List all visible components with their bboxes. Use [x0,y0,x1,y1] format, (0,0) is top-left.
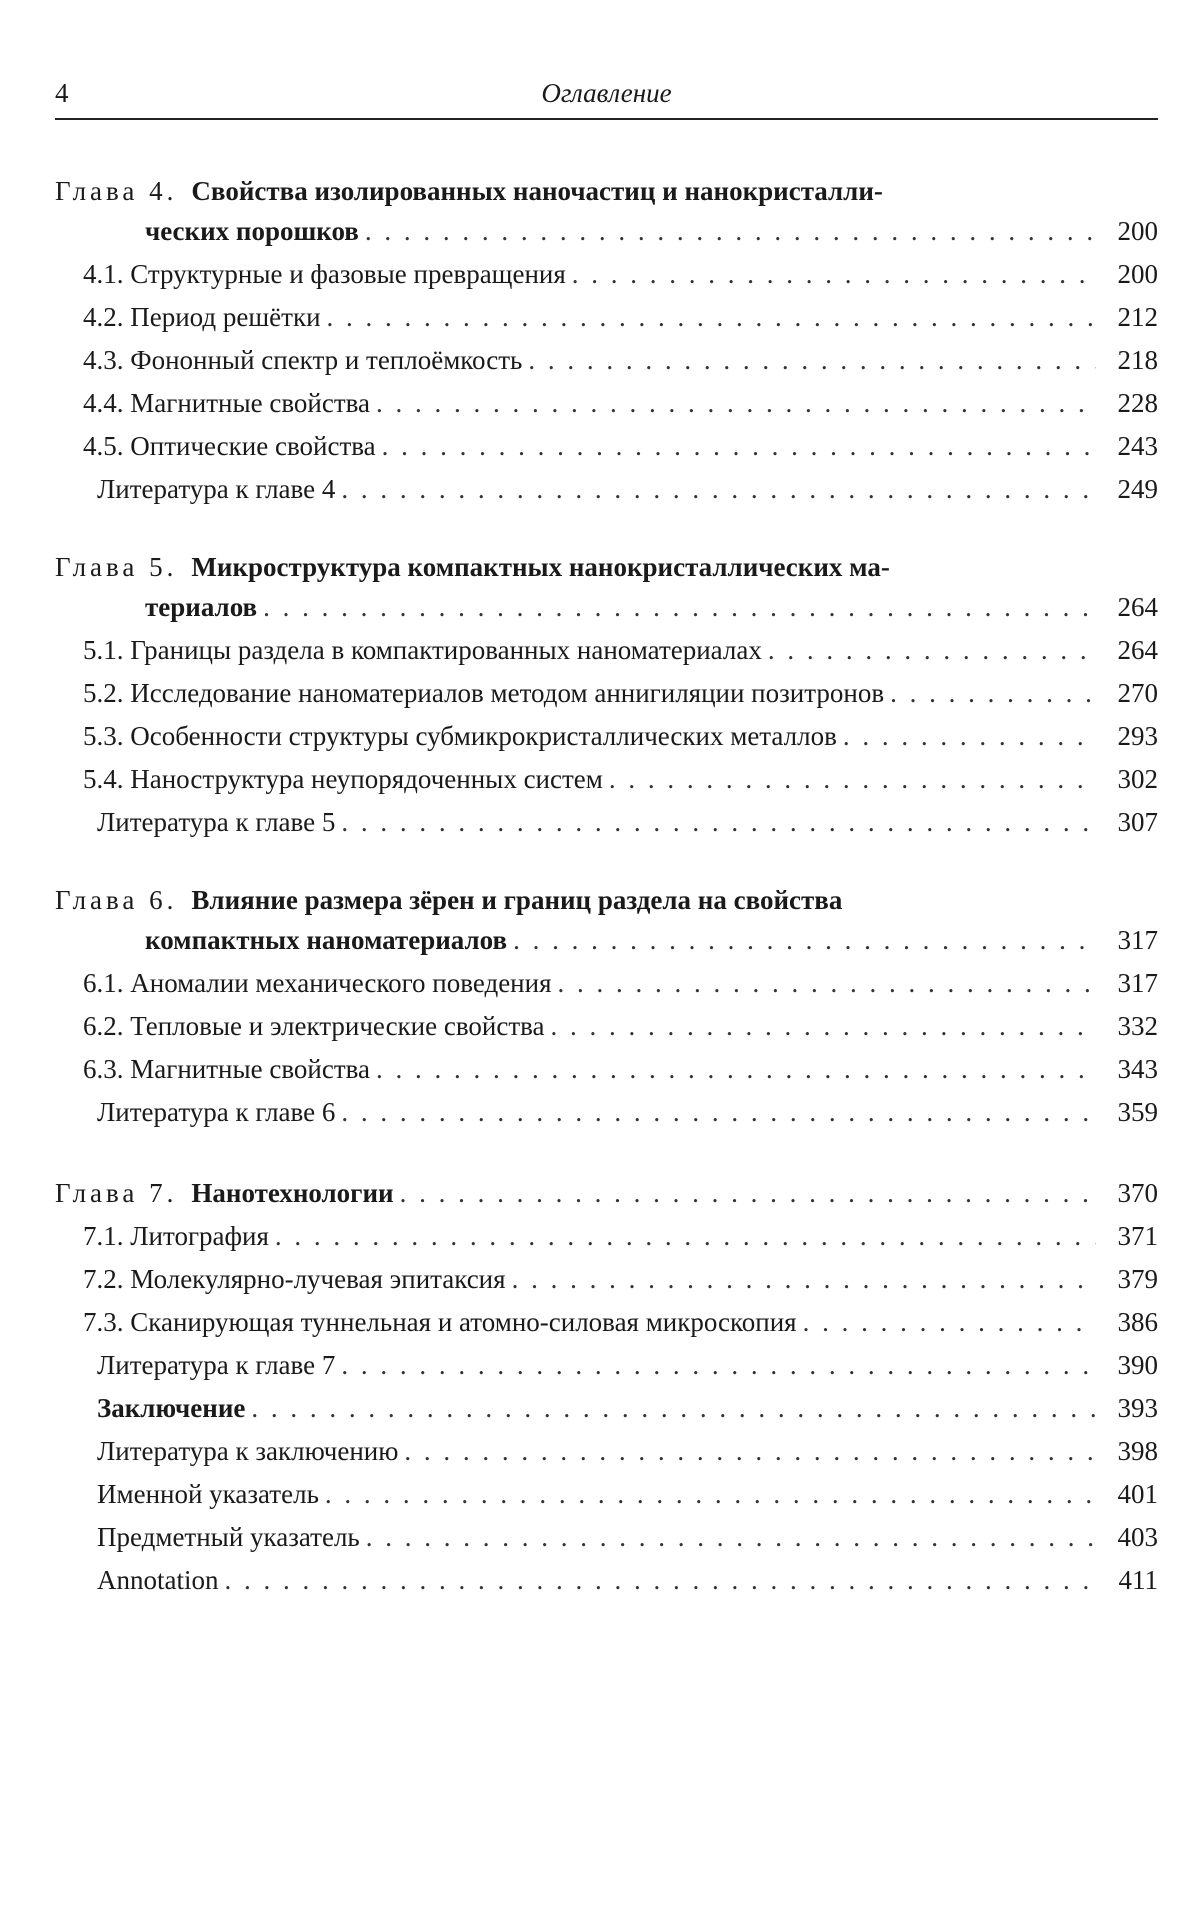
leader-dots [513,919,1096,962]
leader-dots [366,1516,1096,1559]
page-ref: 200 [1117,259,1158,289]
leader-dots [404,1430,1096,1473]
chapter-title-cont: компактных наноматериалов [145,925,508,955]
leader-dots [768,629,1096,672]
toc-entry[interactable] [55,1048,1158,1091]
leader-dots [609,758,1096,801]
leader-dots [341,1344,1096,1387]
toc-entry-literature[interactable] [55,468,1158,511]
page-ref: 393 [1117,1393,1158,1423]
toc-entry[interactable] [55,1215,1158,1258]
page-ref: 200 [1117,216,1158,246]
leader-dots [275,1215,1096,1258]
leader-dots [890,672,1096,715]
page-ref: 403 [1117,1522,1158,1552]
section-title: 7.1. Литография [83,1221,269,1251]
leader-dots [843,715,1096,758]
leader-dots [251,1387,1096,1430]
back-matter-title: Литература к заключению [97,1436,399,1466]
toc-entry[interactable] [55,1005,1158,1048]
toc-entry[interactable] [55,629,1158,672]
page-ref: 398 [1117,1436,1158,1466]
section-title: 4.2. Период решётки [83,302,321,332]
toc-entry-conclusion-literature[interactable] [55,1430,1158,1473]
page-ref: 379 [1117,1264,1158,1294]
chapter-heading[interactable] [55,1172,1158,1215]
toc-entry[interactable] [55,1301,1158,1344]
chapter-title: Нанотехнологии [191,1178,394,1208]
toc-entry[interactable] [55,253,1158,296]
page-ref: 264 [1117,635,1158,665]
chapter-heading-continuation[interactable] [55,210,1158,253]
page-ref: 411 [1118,1565,1158,1595]
toc-entry-literature[interactable] [55,1344,1158,1387]
page-ref: 390 [1117,1350,1158,1380]
chapter-heading[interactable] [55,882,1158,919]
page-ref: 302 [1117,764,1158,794]
leader-dots [803,1301,1096,1344]
running-head [55,78,1158,120]
page-ref: 343 [1117,1054,1158,1084]
toc-entry[interactable] [55,425,1158,468]
leader-dots [376,382,1096,425]
page-ref: 270 [1117,678,1158,708]
chapter-heading[interactable] [55,549,1158,586]
toc-entry[interactable] [55,1258,1158,1301]
page-ref: 317 [1117,968,1158,998]
back-matter-title: Заключение [97,1393,246,1423]
page-heading: Оглавление [541,78,672,108]
chapter-heading[interactable] [55,173,1158,210]
chapter-label: Глава 7. [55,1178,178,1208]
section-title: 4.5. Оптические свойства [83,431,376,461]
toc-entry[interactable] [55,339,1158,382]
leader-dots [551,1005,1096,1048]
section-title: 5.3. Особенности структуры субмикрокристаллических металлов [83,721,837,751]
literature-title: Литература к главе 6 [97,1097,336,1127]
leader-dots [341,468,1096,511]
toc-entry[interactable] [55,715,1158,758]
toc-entry-subject-index[interactable] [55,1516,1158,1559]
back-matter-title: Предметный указатель [97,1522,360,1552]
leader-dots [263,586,1096,629]
leader-dots [400,1172,1096,1215]
chapter-label: Глава 6. [55,885,178,915]
leader-dots [225,1559,1097,1602]
page-ref: 359 [1117,1097,1158,1127]
section-title: 5.1. Границы раздела в компактированных наноматериалах [83,635,762,665]
chapter-5 [55,549,1158,844]
page-ref: 243 [1117,431,1158,461]
section-title: 4.4. Магнитные свойства [83,388,370,418]
chapter-6 [55,882,1158,1134]
toc-entry-annotation[interactable] [55,1559,1158,1602]
toc-entry-conclusion[interactable] [55,1387,1158,1430]
page-ref: 401 [1117,1479,1158,1509]
page-ref: 212 [1117,302,1158,332]
page-number: 4 [55,78,69,108]
page-ref: 317 [1117,925,1158,955]
chapter-heading-continuation[interactable] [55,586,1158,629]
toc-entry[interactable] [55,758,1158,801]
leader-dots [325,1473,1096,1516]
section-title: 4.1. Структурные и фазовые превращения [83,259,566,289]
leader-dots [376,1048,1096,1091]
page-ref: 371 [1117,1221,1158,1251]
section-title: 5.4. Наноструктура неупорядоченных систем [83,764,603,794]
section-title: 6.3. Магнитные свойства [83,1054,370,1084]
leader-dots [341,801,1096,844]
chapter-title: Свойства изолированных наночастиц и нанокристалли- [191,176,883,206]
chapter-heading-continuation[interactable] [55,919,1158,962]
literature-title: Литература к главе 4 [97,474,336,504]
toc-entry[interactable] [55,962,1158,1005]
literature-title: Литература к главе 5 [97,807,336,837]
leader-dots [512,1258,1096,1301]
leader-dots [327,296,1096,339]
back-matter-title: Annotation [97,1565,219,1595]
page-ref: 332 [1117,1011,1158,1041]
section-title: 6.2. Тепловые и электрические свойства [83,1011,545,1041]
page-ref: 264 [1117,592,1158,622]
toc-entry[interactable] [55,672,1158,715]
toc-entry[interactable] [55,382,1158,425]
page-ref: 228 [1117,388,1158,418]
section-title: 5.2. Исследование наноматериалов методом аннигиляции позитронов [83,678,885,708]
page-ref: 218 [1117,345,1158,375]
page-ref: 293 [1117,721,1158,751]
literature-title: Литература к главе 7 [97,1350,336,1380]
chapter-title: Микроструктура компактных нанокристаллических ма- [191,552,890,582]
chapter-label: Глава 4. [55,176,178,206]
chapter-heading-text [55,1172,394,1215]
page-ref: 307 [1117,807,1158,837]
chapter-label: Глава 5. [55,552,178,582]
section-title: 7.2. Молекулярно-лучевая эпитаксия [83,1264,506,1294]
page-ref: 249 [1117,474,1158,504]
toc-entry[interactable] [55,296,1158,339]
back-matter-title: Именной указатель [97,1479,319,1509]
table-of-contents [55,173,1158,1640]
leader-dots [572,253,1096,296]
leader-dots [382,425,1096,468]
chapter-title-cont: ческих порошков [145,216,359,246]
leader-dots [528,339,1096,382]
chapter-title: Влияние размера зёрен и границ раздела на свойства [191,885,843,915]
toc-entry-literature[interactable] [55,801,1158,844]
leader-dots [365,210,1096,253]
chapter-7 [55,1172,1158,1602]
section-title: 4.3. Фононный спектр и теплоёмкость [83,345,523,375]
page-ref: 370 [1117,1178,1158,1208]
section-title: 6.1. Аномалии механического поведения [83,968,552,998]
chapter-title-cont: териалов [145,592,258,622]
leader-dots [341,1091,1096,1134]
leader-dots [558,962,1097,1005]
page-ref: 386 [1117,1307,1158,1337]
toc-entry-literature[interactable] [55,1091,1158,1134]
section-title: 7.3. Сканирующая туннельная и атомно-силовая микроскопия [83,1307,797,1337]
chapter-4 [55,173,1158,511]
toc-entry-name-index[interactable] [55,1473,1158,1516]
